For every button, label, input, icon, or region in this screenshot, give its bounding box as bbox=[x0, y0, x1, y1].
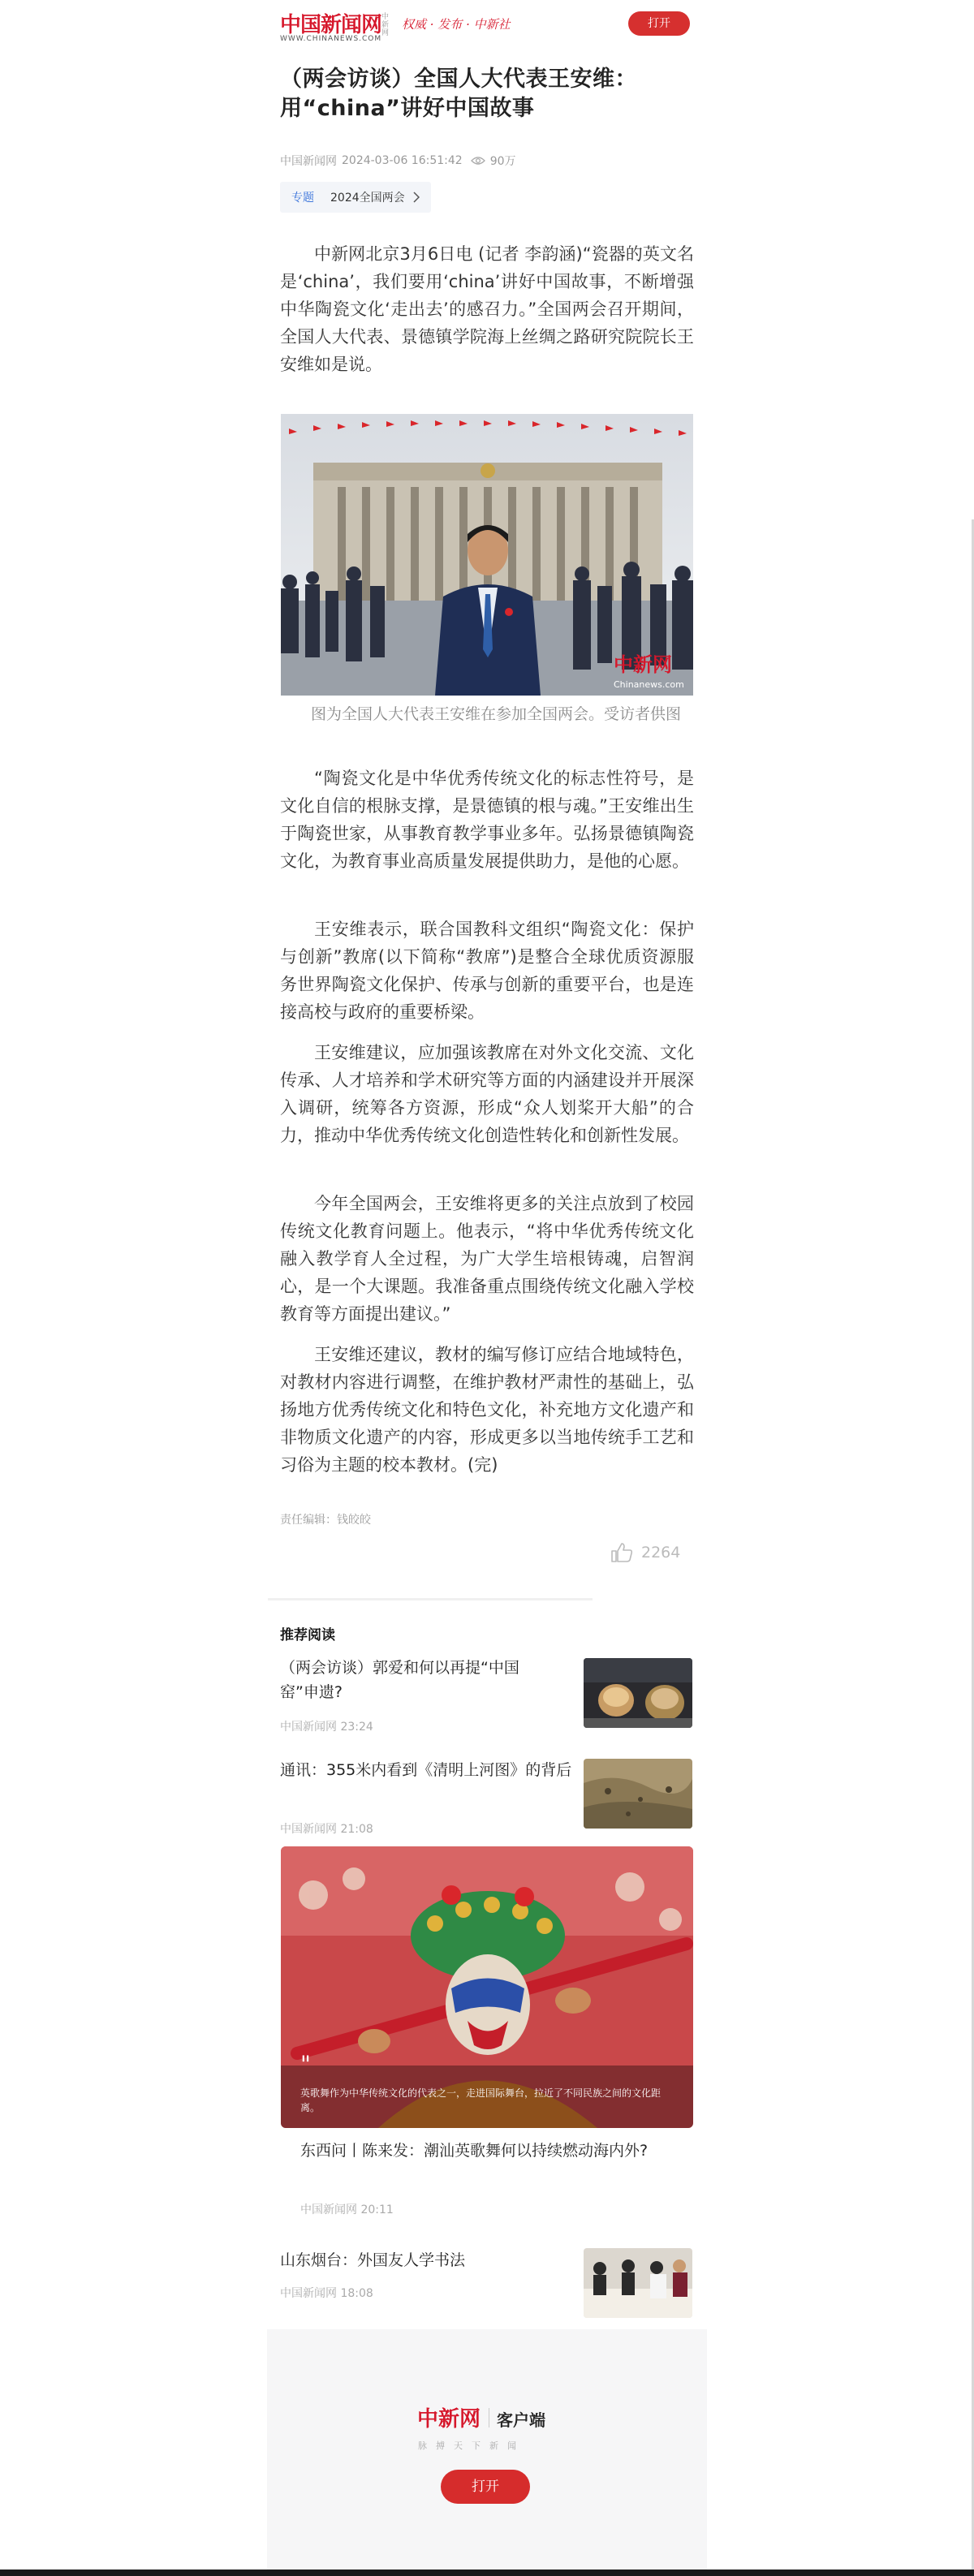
divider bbox=[268, 1598, 593, 1600]
featured-image-caption: 英歌舞作为中华传统文化的代表之一，走进国际舞台，拉近了不同民族之间的文化距离。 bbox=[300, 2087, 662, 2113]
article-photo bbox=[281, 414, 693, 696]
recommend-item-time: 18:08 bbox=[340, 2287, 373, 2300]
like-count: 2264 bbox=[641, 1544, 681, 1562]
article-title: （两会访谈）全国人大代表王安维：用“china”讲好中国故事 bbox=[280, 67, 637, 122]
photo-caption: 图为全国人大代表王安维在参加全国两会。受访者供图 bbox=[311, 705, 682, 723]
footer-client-label: 客户端 bbox=[497, 2410, 545, 2430]
recommend-item-time: 21:08 bbox=[340, 1823, 373, 1836]
site-logo[interactable]: 中国新闻网 bbox=[280, 13, 382, 37]
article-meta bbox=[280, 153, 516, 169]
recommend-item-source: 中国新闻网 bbox=[280, 1721, 337, 1734]
open-app-button[interactable]: 打开 bbox=[628, 11, 690, 36]
recommend-item-title[interactable]: 通讯：355米内看到《清明上河图》的背后 bbox=[280, 1761, 572, 1779]
like-button[interactable] bbox=[610, 1542, 680, 1563]
photo-watermark: 中新网 bbox=[614, 653, 672, 676]
recommend-thumbnail[interactable] bbox=[584, 2248, 692, 2318]
bottom-bar bbox=[0, 2570, 974, 2576]
article-paragraph: 王安维建议，应加强该教席在对外文化交流、文化传承、人才培养和学术研究等方面的内涵建设并开展深入调研，统筹各方资源，形成“众人划桨开大船”的合力，推动中华优秀传统文化创造性转化和创新性发展。 bbox=[280, 1043, 694, 1145]
eye-icon bbox=[471, 156, 485, 166]
article-paragraph: 王安维还建议，教材的编写修订应结合地域特色，对教材内容进行调整，在维护教材严肃性的基础上，弘扬地方优秀传统文化和特色文化，补充地方文化遗产和非物质文化遗产的内容，形成更多以当地传统手工艺和习俗为主题的校本教材。(完) bbox=[280, 1345, 694, 1475]
recommend-item-source: 中国新闻网 bbox=[280, 2287, 337, 2300]
topic-link[interactable] bbox=[280, 182, 431, 213]
recommend-item-time: 20:11 bbox=[360, 2203, 394, 2216]
footer-slogan: 脉搏天下新闻 bbox=[418, 2440, 525, 2451]
app-download-card bbox=[267, 2329, 707, 2576]
chevron-right-icon bbox=[413, 192, 420, 203]
footer-open-button[interactable]: 打开 bbox=[441, 2470, 530, 2504]
header-slogan: 权威 · 发布 · 中新社 bbox=[402, 17, 511, 32]
view-count: 90万 bbox=[489, 155, 516, 168]
recommend-item-meta bbox=[280, 1718, 373, 1734]
recommend-thumbnail[interactable] bbox=[584, 1658, 692, 1728]
recommend-thumbnail[interactable] bbox=[584, 1759, 692, 1829]
topic-name: 2024全国两会 bbox=[330, 192, 405, 205]
recommend-item-title[interactable]: （两会访谈）郭爱和何以再提“中国窑”申遗? bbox=[280, 1659, 519, 1701]
article-datetime: 2024-03-06 16:51:42 bbox=[342, 154, 463, 167]
recommend-item-meta bbox=[280, 1820, 373, 1837]
editor-credit: 责任编辑：钱皎皎 bbox=[280, 1514, 371, 1527]
footer-logo: 中新网 bbox=[417, 2407, 481, 2432]
thumbs-up-icon bbox=[610, 1542, 633, 1563]
recommend-item-source: 中国新闻网 bbox=[280, 1823, 337, 1836]
article-source[interactable]: 中国新闻网 bbox=[280, 155, 337, 168]
recommend-heading: 推荐阅读 bbox=[280, 1627, 335, 1643]
photo-watermark-url: Chinanews.com bbox=[614, 679, 684, 690]
quote-icon: " bbox=[300, 2051, 311, 2078]
recommend-item-title[interactable]: 山东烟台：外国友人学书法 bbox=[280, 2251, 466, 2269]
logo-tag: 中新网 bbox=[381, 13, 390, 37]
header-bar bbox=[280, 0, 692, 50]
recommend-item-time: 23:24 bbox=[340, 1721, 373, 1734]
recommend-item-source: 中国新闻网 bbox=[300, 2203, 357, 2216]
recommend-item-title[interactable]: 东西问丨陈来发：潮汕英歌舞何以持续燃动海内外? bbox=[300, 2142, 649, 2160]
article-paragraph: “陶瓷文化是中华优秀传统文化的标志性符号，是文化自信的根脉支撑，是景德镇的根与魂。”王安维出生于陶瓷世家，从事教育教学事业多年。弘扬景德镇陶瓷文化，为教育事业高质量发展提供助力，是他的心愿。 bbox=[280, 769, 694, 871]
article-paragraph: 王安维表示，联合国教科文组织“陶瓷文化：保护与创新”教席(以下简称“教席”)是整合全球优质资源服务世界陶瓷文化保护、传承与创新的重要平台，也是连接高校与政府的重要桥梁。 bbox=[280, 920, 694, 1022]
recommend-item-meta bbox=[280, 2285, 373, 2301]
logo-url: WWW.CHINANEWS.COM bbox=[280, 35, 382, 43]
topic-tag: 专题 bbox=[291, 192, 314, 205]
article-paragraph: 中新网北京3月6日电 (记者 李韵涵)“瓷器的英文名是‘china’，我们要用‘china’讲好中国故事，不断增强中华陶瓷文化‘走出去’的感召力。”全国两会召开期间，全国人大代表、景德镇学院海上丝绸之路研究院院长王安维如是说。 bbox=[280, 244, 694, 374]
article-paragraph: 今年全国两会，王安维将更多的关注点放到了校园传统文化教育问题上。他表示，“将中华优秀传统文化融入教学育人全过程，为广大学生培根铸魂，启智润心，是一个大课题。我准备重点围绕传统文化融入学校教育等方面提出建议。” bbox=[280, 1194, 694, 1324]
recommend-item-meta bbox=[300, 2201, 394, 2217]
